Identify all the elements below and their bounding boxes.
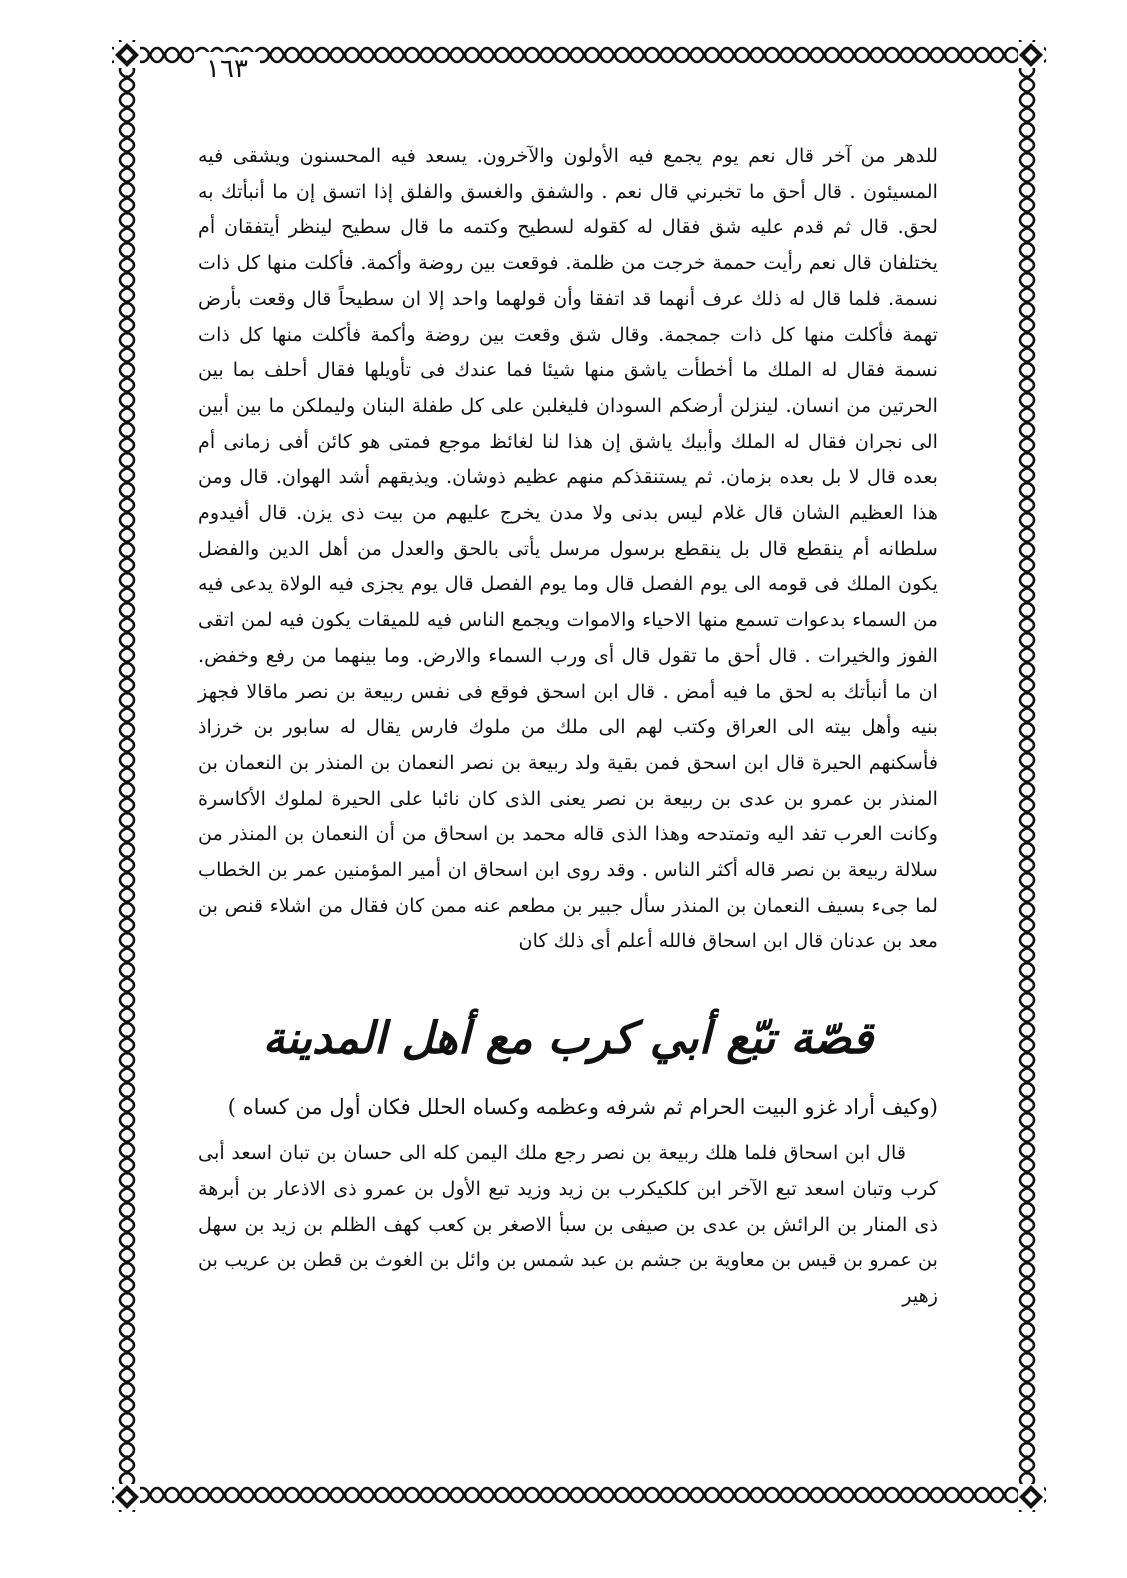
chapter-paragraph: قال ابن اسحاق فلما هلك ربيعة بن نصر رجع ملك اليمن كله الى حسان بن تبان اسعد أبى كرب وتبان اسعد تبع الآخر ابن كلكيكرب بن زيد وزيد تبع الأول بن عمرو ذى الاذعار بن أبرهة ذى المنار بن الرائش بن عدى بن صيفى بن سبأ الاصغر بن كعب كهف الظلم بن زيد بن سهل بن عمرو بن قيس بن معاوية بن جشم بن عبد شمس بن وائل بن الغوث بن قطن بن عريب بن زهير: [198, 1141, 938, 1307]
chapter-subheading: (وكيف أراد غزو البيت الحرام ثم شرفه وعظمه وكساه الحلل فكان أول من كساه ): [227, 1095, 938, 1120]
body-paragraph: للدهر من آخر قال نعم يوم يجمع فيه الأولون والآخرون. يسعد فيه المحسنون ويشقى فيه المسيئون . قال أحق ما تخبرني قال نعم . والشفق والغسق والفلق إذا اتسق إن ما أنبأتك به لحق. قال ثم قدم عليه شق فقال له كقوله لسطيح وكتمه ما قال سطيح لينظر أيتفقان أم يختلفان قال نعم رأيت حممة خرجت من ظلمة. فوقعت بين روضة وأكمة. فأكلت منها كل ذات نسمة. فلما قال له ذلك عرف أنهما قد اتفقا وأن قولهما واحد إلا ان سطيحاً قال وقعت بأرض تهمة فأكلت منها كل ذات جمجمة. وقال شق وقعت بين روضة وأكمة فأكلت منها كل ذات نسمة فقال له الملك ما أخطأت ياشق منها شيئا فما عندك فى تأويلها فقال أحلف بما بين الحرتين من انسان. لينزلن أرضكم السودان فليغلبن على كل طفلة البنان وليملكن ما بين أبين الى نجران فقال له الملك وأبيك ياشق إن هذا لنا لغائظ موجع فمتى هو كائن أفى زمانى أم بعده قال لا بل بعده بزمان. ثم يستنقذكم منهم عظيم ذوشان. ويذيقهم أشد الهوان. قال ومن هذا العظيم الشان قال غلام ليس بدنى ولا مدن يخرج عليهم من بيت ذى يزن. قال أفيدوم سلطانه أم ينقطع قال بل ينقطع برسول مرسل يأتى بالحق والعدل من أهل الدين والفضل يكون الملك فى قومه الى يوم الفصل قال وما يوم الفصل قال يوم يجزى فيه الولاة يدعى فيه من السماء بدعوات تسمع منها الاحياء والاموات ويجمع الناس فيه للميقات يكون فيه لمن اتقى الفوز والخيرات . قال أحق ما تقول قال أى ورب السماء والارض. وما بينهما من رفع وخفض. ان ما أنبأتك به لحق ما فيه أمض . قال ابن اسحق فوقع فى نفس ربيعة بن نصر ماقالا فجهز بنيه وأهل بيته الى العراق وكتب لهم الى ملك من ملوك فارس يقال له سابور بن خرزاذ فأسكنهم الحيرة قال ابن اسحق فمن بقية ولد ربيعة بن نصر النعمان بن المنذر بن النعمان بن المنذر بن عمرو بن عدى بن ربيعة بن نصر يعنى الذى كان نائبا على الحيرة لملوك الأكاسرة وكانت العرب تفد اليه وتمتدحه وهذا الذى قاله محمد بن اسحاق من أن النعمان بن المنذر من سلالة ربيعة بن نصر قاله أكثر الناس . وقد روى ابن اسحاق ان أمير المؤمنين عمر بن الخطاب لما جىء بسيف النعمان بن المنذر سأل جبير بن مطعم عنه ممن كان فقال من اشلاء قنص بن معد بن عدنان قال ابن اسحاق فالله أعلم أى ذلك كان: [198, 144, 938, 953]
page-content: [198, 138, 938, 1314]
chapter-heading: قصّة تبّع أبي كرب مع أهل المدينة: [262, 1013, 874, 1065]
page-number: ١٦٣: [194, 52, 260, 86]
